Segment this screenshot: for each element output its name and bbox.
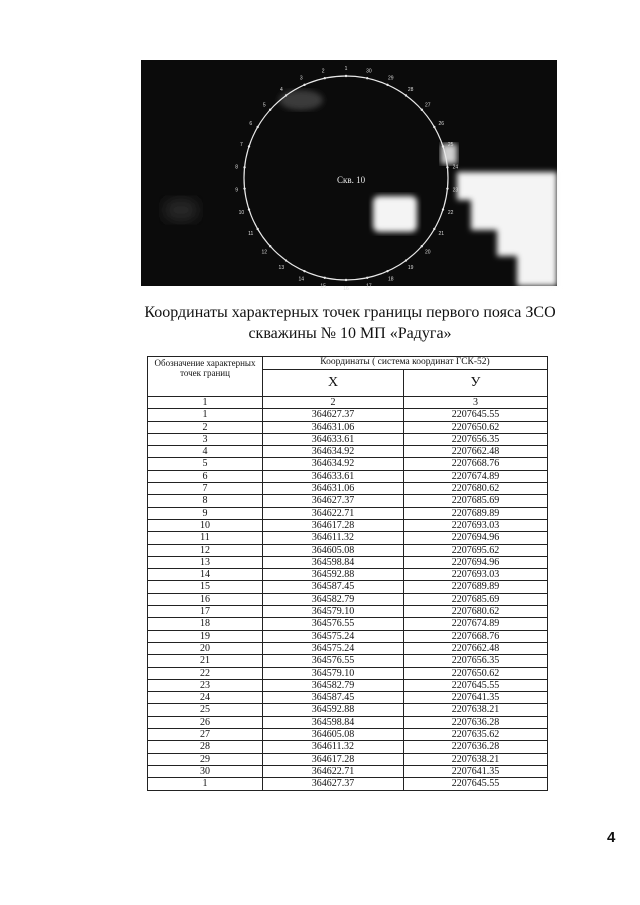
x-coordinate-cell: 364617.28 (263, 753, 404, 765)
y-coordinate-cell: 2207674.89 (404, 618, 548, 630)
zso-boundary-map (141, 60, 557, 292)
y-coordinate-cell: 2207693.03 (404, 569, 548, 581)
boundary-point-label: 15 (320, 283, 326, 290)
boundary-point-marker (285, 94, 287, 96)
y-coordinate-cell: 2207685.69 (404, 593, 548, 605)
x-coordinate-cell: 364579.10 (263, 667, 404, 679)
x-coordinate-cell: 364598.84 (263, 556, 404, 568)
point-number-cell: 24 (148, 692, 263, 704)
x-coordinate-cell: 364627.37 (263, 495, 404, 507)
x-coordinate-cell: 364587.45 (263, 581, 404, 593)
column-number: 3 (404, 397, 548, 409)
boundary-point-label: 19 (407, 264, 414, 271)
y-coordinate-cell: 2207680.62 (404, 483, 548, 495)
boundary-point-marker (324, 77, 326, 79)
boundary-point-label: 7 (239, 142, 243, 149)
title-line-1: Координаты характерных точек границы первого пояса ЗСО (144, 304, 556, 321)
table-row (148, 655, 548, 667)
boundary-point-marker (345, 75, 347, 77)
x-coordinate-cell: 364631.06 (263, 483, 404, 495)
point-number-cell: 15 (148, 581, 263, 593)
boundary-point-marker (256, 126, 258, 128)
map-spot (163, 198, 199, 222)
point-number-cell: 2 (148, 421, 263, 433)
boundary-point-label: 28 (407, 87, 414, 94)
table-row (148, 753, 548, 765)
table-row (148, 581, 548, 593)
boundary-point-marker (405, 94, 407, 96)
boundary-point-marker (303, 270, 305, 272)
point-number-cell: 12 (148, 544, 263, 556)
point-number-cell: 1 (148, 409, 263, 421)
x-coordinate-cell: 364617.28 (263, 519, 404, 531)
table-row (148, 556, 548, 568)
point-number-cell: 26 (148, 716, 263, 728)
y-coordinate-cell: 2207693.03 (404, 519, 548, 531)
x-coordinate-cell: 364592.88 (263, 569, 404, 581)
y-coordinate-cell: 2207689.89 (404, 507, 548, 519)
x-coordinate-cell: 364579.10 (263, 606, 404, 618)
boundary-point-label: 1 (344, 66, 348, 72)
table-row (148, 692, 548, 704)
y-coordinate-cell: 2207662.48 (404, 642, 548, 654)
table-row (148, 544, 548, 556)
table-row (148, 421, 548, 433)
boundary-point-label: 25 (447, 142, 454, 149)
point-number-cell: 7 (148, 483, 263, 495)
col-header-y: У (404, 370, 548, 397)
column-number: 2 (263, 397, 404, 409)
boundary-point-marker (386, 84, 388, 86)
point-number-cell: 1 (148, 778, 263, 790)
point-number-cell: 22 (148, 667, 263, 679)
x-coordinate-cell: 364627.37 (263, 778, 404, 790)
x-coordinate-cell: 364575.24 (263, 642, 404, 654)
x-coordinate-cell: 364575.24 (263, 630, 404, 642)
boundary-point-label: 22 (447, 209, 454, 216)
point-number-cell: 20 (148, 642, 263, 654)
y-coordinate-cell: 2207650.62 (404, 421, 548, 433)
y-coordinate-cell: 2207641.35 (404, 692, 548, 704)
x-coordinate-cell: 364598.84 (263, 716, 404, 728)
boundary-point-marker (446, 166, 448, 168)
boundary-point-label: 9 (235, 187, 238, 194)
table-row (148, 458, 548, 470)
boundary-point-label: 14 (298, 276, 305, 283)
y-coordinate-cell: 2207656.35 (404, 655, 548, 667)
boundary-point-label: 13 (278, 264, 285, 271)
boundary-point-marker (405, 259, 407, 261)
boundary-point-label: 2 (321, 68, 325, 75)
y-coordinate-cell: 2207641.35 (404, 765, 548, 777)
boundary-point-marker (256, 228, 258, 230)
x-coordinate-cell: 364622.71 (263, 765, 404, 777)
boundary-point-label: 30 (366, 68, 372, 75)
table-row (148, 642, 548, 654)
x-coordinate-cell: 364592.88 (263, 704, 404, 716)
boundary-point-marker (243, 166, 245, 168)
y-coordinate-cell: 2207662.48 (404, 446, 548, 458)
boundary-point-label: 12 (261, 249, 268, 256)
point-number-cell: 30 (148, 765, 263, 777)
table-row (148, 409, 548, 421)
y-coordinate-cell: 2207689.89 (404, 581, 548, 593)
point-number-cell: 13 (148, 556, 263, 568)
y-coordinate-cell: 2207635.62 (404, 729, 548, 741)
zso-map-image (141, 60, 557, 292)
table-row (148, 704, 548, 716)
boundary-point-marker (386, 270, 388, 272)
boundary-point-label: 26 (438, 121, 445, 127)
boundary-point-label: 11 (248, 231, 254, 237)
point-number-cell: 27 (148, 729, 263, 741)
y-coordinate-cell: 2207650.62 (404, 667, 548, 679)
y-coordinate-cell: 2207674.89 (404, 470, 548, 482)
y-coordinate-cell: 2207638.21 (404, 753, 548, 765)
x-coordinate-cell: 364633.61 (263, 470, 404, 482)
boundary-point-label: 29 (387, 75, 394, 82)
y-coordinate-cell: 2207656.35 (404, 433, 548, 445)
boundary-point-label: 6 (249, 121, 253, 127)
boundary-point-label: 27 (424, 102, 431, 109)
point-number-cell: 19 (148, 630, 263, 642)
table-row (148, 483, 548, 495)
point-number-cell: 3 (148, 433, 263, 445)
boundary-point-marker (269, 109, 271, 111)
table-row (148, 778, 548, 790)
col-header-x: X (263, 370, 404, 397)
point-number-cell: 4 (148, 446, 263, 458)
x-coordinate-cell: 364582.79 (263, 679, 404, 691)
boundary-point-marker (269, 245, 271, 247)
x-coordinate-cell: 364634.92 (263, 458, 404, 470)
x-coordinate-cell: 364611.32 (263, 741, 404, 753)
boundary-point-marker (421, 245, 423, 247)
x-coordinate-cell: 364631.06 (263, 421, 404, 433)
boundary-point-marker (433, 126, 435, 128)
x-coordinate-cell: 364605.08 (263, 729, 404, 741)
x-coordinate-cell: 364622.71 (263, 507, 404, 519)
boundary-point-marker (303, 84, 305, 86)
table-row (148, 729, 548, 741)
boundary-point-marker (324, 277, 326, 279)
boundary-point-label: 18 (387, 276, 394, 283)
boundary-point-marker (433, 228, 435, 230)
x-coordinate-cell: 364627.37 (263, 409, 404, 421)
x-coordinate-cell: 364611.32 (263, 532, 404, 544)
boundary-point-label: 8 (235, 164, 238, 171)
col-header-coordinates: Координаты ( система координат ГСК-52) (263, 357, 548, 370)
x-coordinate-cell: 364634.92 (263, 446, 404, 458)
boundary-point-marker (421, 109, 423, 111)
table-row (148, 569, 548, 581)
y-coordinate-cell: 2207638.21 (404, 704, 548, 716)
y-coordinate-cell: 2207645.55 (404, 409, 548, 421)
y-coordinate-cell: 2207694.96 (404, 556, 548, 568)
point-number-cell: 21 (148, 655, 263, 667)
boundary-point-marker (345, 279, 347, 281)
y-coordinate-cell: 2207645.55 (404, 679, 548, 691)
boundary-point-marker (248, 145, 250, 147)
y-coordinate-cell: 2207645.55 (404, 778, 548, 790)
table-row (148, 470, 548, 482)
boundary-point-marker (285, 259, 287, 261)
y-coordinate-cell: 2207695.62 (404, 544, 548, 556)
map-spot (279, 90, 323, 110)
y-coordinate-cell: 2207668.76 (404, 630, 548, 642)
table-row (148, 667, 548, 679)
table-row (148, 679, 548, 691)
point-number-cell: 14 (148, 569, 263, 581)
table-row (148, 446, 548, 458)
y-coordinate-cell: 2207685.69 (404, 495, 548, 507)
table-row (148, 433, 548, 445)
y-coordinate-cell: 2207680.62 (404, 606, 548, 618)
boundary-point-marker (248, 208, 250, 210)
point-number-cell: 28 (148, 741, 263, 753)
boundary-point-label: 4 (279, 87, 283, 94)
point-number-cell: 16 (148, 593, 263, 605)
col-header-point-designation: Обозначение характерных точек границ (148, 357, 263, 397)
boundary-point-marker (243, 187, 245, 189)
table-row (148, 519, 548, 531)
x-coordinate-cell: 364576.55 (263, 655, 404, 667)
point-number-cell: 10 (148, 519, 263, 531)
x-coordinate-cell: 364576.55 (263, 618, 404, 630)
table-row (148, 532, 548, 544)
boundary-point-label: 5 (262, 102, 266, 109)
table-row (148, 741, 548, 753)
boundary-point-label: 3 (299, 75, 303, 82)
boundary-point-marker (446, 187, 448, 189)
boundary-point-label: 16 (343, 286, 349, 292)
point-number-cell: 29 (148, 753, 263, 765)
point-number-cell: 5 (148, 458, 263, 470)
x-coordinate-cell: 364605.08 (263, 544, 404, 556)
coordinates-table (147, 356, 548, 791)
point-number-cell: 23 (148, 679, 263, 691)
page-number: 4 (607, 829, 616, 846)
boundary-point-label: 24 (452, 164, 459, 171)
column-number: 1 (148, 397, 263, 409)
table-row (148, 495, 548, 507)
boundary-point-label: 10 (238, 209, 245, 216)
boundary-point-label: 21 (438, 231, 445, 237)
x-coordinate-cell: 364633.61 (263, 433, 404, 445)
point-number-cell: 11 (148, 532, 263, 544)
table-row (148, 618, 548, 630)
boundary-point-marker (442, 208, 444, 210)
table-row (148, 606, 548, 618)
point-number-cell: 25 (148, 704, 263, 716)
point-number-cell: 18 (148, 618, 263, 630)
point-number-cell: 8 (148, 495, 263, 507)
point-number-cell: 6 (148, 470, 263, 482)
x-coordinate-cell: 364587.45 (263, 692, 404, 704)
title-line-2: скважины № 10 МП «Радуга» (248, 325, 452, 342)
boundary-point-label: 23 (452, 187, 459, 194)
table-row (148, 716, 548, 728)
point-number-cell: 17 (148, 606, 263, 618)
boundary-point-label: 17 (366, 283, 372, 290)
x-coordinate-cell: 364582.79 (263, 593, 404, 605)
y-coordinate-cell: 2207636.28 (404, 716, 548, 728)
table-row (148, 630, 548, 642)
column-number-row (148, 397, 548, 409)
well-label: Скв. 10 (336, 175, 366, 185)
table-row (148, 765, 548, 777)
boundary-point-marker (366, 77, 368, 79)
y-coordinate-cell: 2207694.96 (404, 532, 548, 544)
boundary-point-marker (442, 145, 444, 147)
point-number-cell: 9 (148, 507, 263, 519)
y-coordinate-cell: 2207668.76 (404, 458, 548, 470)
table-row (148, 593, 548, 605)
boundary-point-marker (366, 277, 368, 279)
table-row (148, 507, 548, 519)
boundary-point-label: 20 (424, 249, 431, 256)
y-coordinate-cell: 2207636.28 (404, 741, 548, 753)
document-title (100, 302, 600, 344)
